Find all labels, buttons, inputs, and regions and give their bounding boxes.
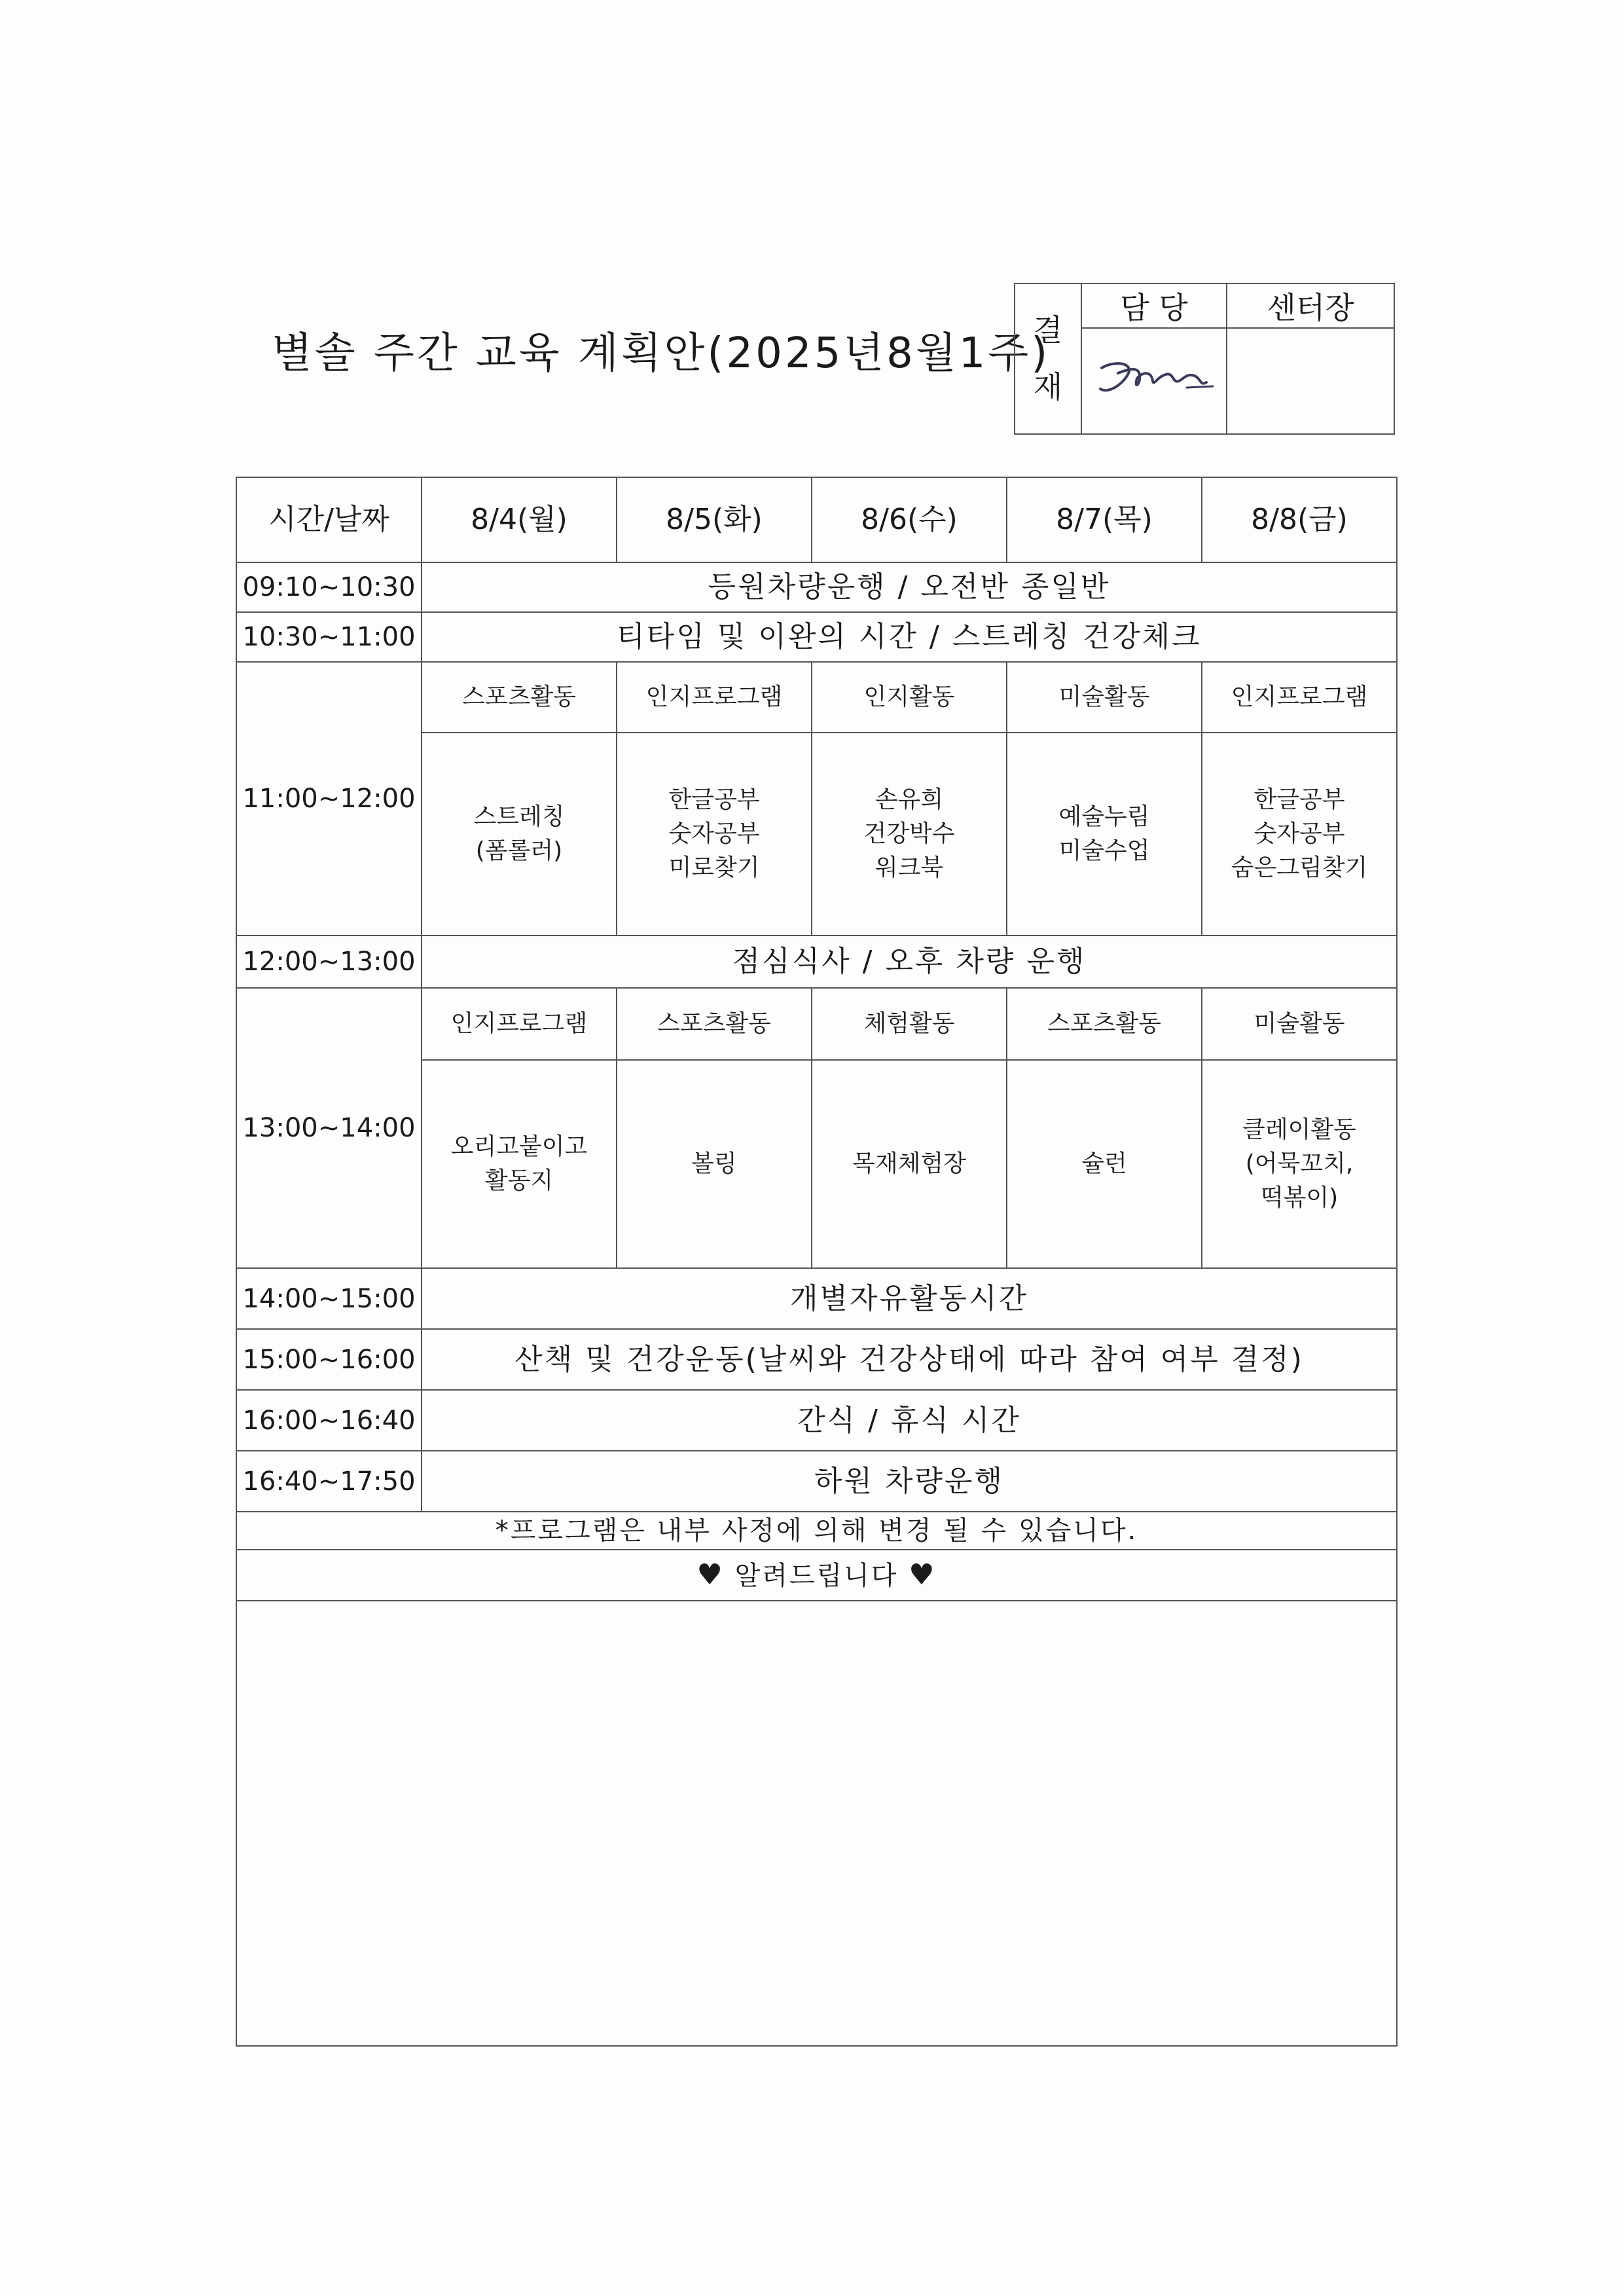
category-cell: 미술활동 <box>1202 988 1397 1060</box>
header-day: 8/4(월) <box>422 477 617 562</box>
table-row <box>236 1268 1397 1329</box>
time-cell: 11:00~12:00 <box>236 662 422 936</box>
activity-line: 워크북 <box>875 854 944 882</box>
page-title: 별솔 주간 교육 계획안(2025년8월1주) <box>272 329 1051 378</box>
heart-icon: ♥ <box>909 1558 937 1592</box>
category-cell: 체험활동 <box>812 988 1007 1060</box>
activity-line: (어묵꼬치, <box>1245 1150 1354 1177</box>
activity-cell <box>422 1060 617 1268</box>
activity-cell <box>812 733 1007 936</box>
category-cell: 스포츠활동 <box>422 662 617 733</box>
activity-line: 숨은그림찾기 <box>1231 854 1368 882</box>
activity-line: 미로찾기 <box>668 854 760 882</box>
approval-header-manager: 담 당 <box>1081 283 1227 328</box>
activity-line: 예술누림 <box>1058 803 1150 830</box>
heart-icon: ♥ <box>696 1558 725 1592</box>
table-row <box>236 1329 1397 1390</box>
time-cell: 13:00~14:00 <box>236 988 422 1268</box>
activity-line: 활동지 <box>484 1167 554 1194</box>
activity-line: 떡볶이) <box>1260 1184 1339 1212</box>
header-day: 8/7(목) <box>1007 477 1202 562</box>
table-row <box>236 612 1397 662</box>
activity-line: (폼롤러) <box>475 837 563 864</box>
notice-heading <box>236 1550 1397 1601</box>
approval-header-director: 센터장 <box>1227 283 1394 328</box>
schedule-cell: 간식 / 휴식 시간 <box>422 1390 1397 1451</box>
time-cell: 16:00~16:40 <box>236 1390 422 1451</box>
activity-cell <box>617 733 812 936</box>
note-row <box>236 1512 1397 1550</box>
activity-line: 한글공부 <box>668 786 760 813</box>
activity-line: 슐런 <box>1081 1150 1127 1177</box>
table-row <box>236 562 1397 612</box>
category-cell: 미술활동 <box>1007 662 1202 733</box>
table-row <box>236 1390 1397 1451</box>
table-row <box>236 936 1397 988</box>
notice-body <box>236 1601 1397 2046</box>
schedule-cell: 등원차량운행 / 오전반 종일반 <box>422 562 1397 612</box>
schedule-cell: 하원 차량운행 <box>422 1451 1397 1512</box>
activity-line: 손유희 <box>875 786 944 813</box>
director-signature-cell <box>1227 328 1394 434</box>
activity-line: 한글공부 <box>1254 786 1345 813</box>
activity-cell <box>812 1060 1007 1268</box>
activity-cell <box>617 1060 812 1268</box>
activity-cell <box>1007 733 1202 936</box>
category-cell: 인지활동 <box>812 662 1007 733</box>
header-day: 8/8(금) <box>1202 477 1397 562</box>
activity-line: 숫자공부 <box>1254 820 1345 847</box>
approval-side-char: 결 <box>1033 312 1063 348</box>
time-cell: 10:30~11:00 <box>236 612 422 662</box>
activity-line: 숫자공부 <box>668 820 760 847</box>
notice-body-row <box>236 1601 1397 2046</box>
activity-cell <box>1007 1060 1202 1268</box>
weekly-schedule-table <box>236 477 1398 2047</box>
table-row <box>236 1451 1397 1512</box>
activity-line: 건강박수 <box>863 820 955 847</box>
approval-box <box>1014 283 1395 435</box>
notice-header-row <box>236 1550 1397 1601</box>
activity-cell <box>422 733 617 936</box>
manager-signature-cell <box>1081 328 1227 434</box>
time-cell: 14:00~15:00 <box>236 1268 422 1329</box>
approval-side-char: 재 <box>1033 369 1063 405</box>
notice-title: 알려드립니다 <box>734 1561 899 1592</box>
category-cell: 인지프로그램 <box>1202 662 1397 733</box>
activity-line: 스트레칭 <box>473 803 565 830</box>
approval-side-label <box>1015 283 1081 434</box>
table-row <box>236 662 1397 733</box>
header-day: 8/6(수) <box>812 477 1007 562</box>
schedule-cell: 개별자유활동시간 <box>422 1268 1397 1329</box>
activity-line: 볼링 <box>691 1150 737 1177</box>
category-cell: 인지프로그램 <box>422 988 617 1060</box>
schedule-cell: 점심식사 / 오후 차량 운행 <box>422 936 1397 988</box>
schedule-cell: 티타임 및 이완의 시간 / 스트레칭 건강체크 <box>422 612 1397 662</box>
category-cell: 스포츠활동 <box>617 988 812 1060</box>
activity-cell <box>1202 1060 1397 1268</box>
handwritten-signature <box>1089 348 1219 407</box>
table-header-row <box>236 477 1397 562</box>
activity-line: 오리고붙이고 <box>450 1133 588 1160</box>
header-day: 8/5(화) <box>617 477 812 562</box>
category-cell: 인지프로그램 <box>617 662 812 733</box>
time-cell: 15:00~16:00 <box>236 1329 422 1390</box>
program-change-note: *프로그램은 내부 사정에 의해 변경 될 수 있습니다. <box>236 1512 1397 1550</box>
activity-line: 클레이활동 <box>1242 1116 1356 1143</box>
activity-line: 미술수업 <box>1058 837 1150 864</box>
time-cell: 16:40~17:50 <box>236 1451 422 1512</box>
activity-line: 목재체험장 <box>852 1150 966 1177</box>
table-row <box>236 988 1397 1060</box>
activity-cell <box>1202 733 1397 936</box>
header-time-date: 시간/날짜 <box>236 477 422 562</box>
category-cell: 스포츠활동 <box>1007 988 1202 1060</box>
time-cell: 12:00~13:00 <box>236 936 422 988</box>
schedule-cell: 산책 및 건강운동(날씨와 건강상태에 따라 참여 여부 결정) <box>422 1329 1397 1390</box>
time-cell: 09:10~10:30 <box>236 562 422 612</box>
